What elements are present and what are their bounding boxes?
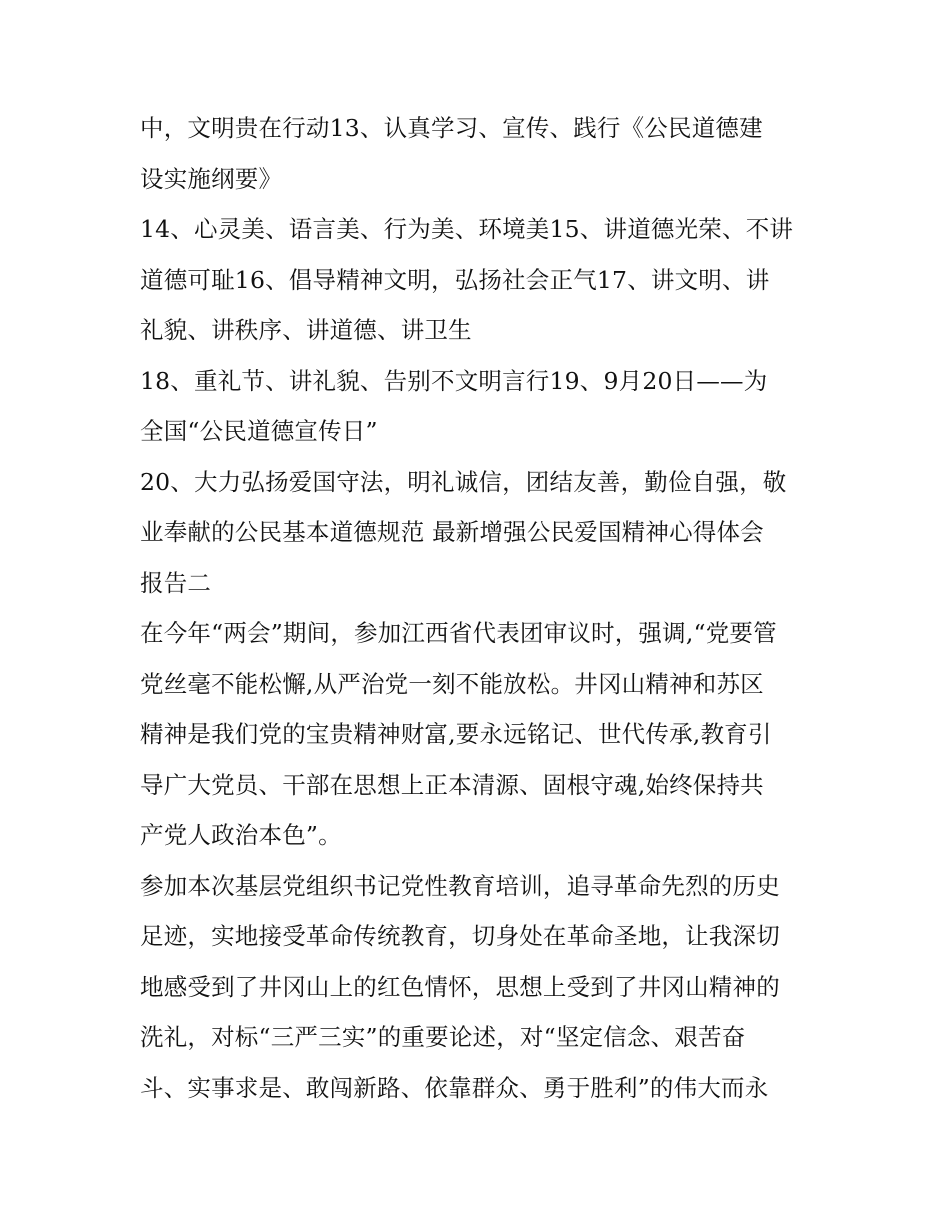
text-line: 精神是我们党的宝贵精神财富,要永远铭记、世代传承,教育引 [140, 720, 772, 748]
document-body [140, 103, 820, 1113]
text-line: 道德可耻16、倡导精神文明，弘扬社会正气17、讲文明、讲 [140, 265, 770, 294]
text-line: 产党人政治本色”。 [140, 821, 342, 849]
text-line: 斗、实事求是、敢闯新路、依靠群众、勇于胜利”的伟大而永 [140, 1073, 769, 1102]
text-line: 设实施纲要》 [140, 164, 283, 193]
text-line: 业奉献的公民基本道德规范 最新增强公民爱国精神心得体会 [140, 518, 764, 546]
text-line: 20、大力弘扬爱国守法，明礼诚信，团结友善，勤俭自强，敬 [140, 467, 787, 496]
text-line: 18、重礼节、讲礼貌、告别不文明言行19、9月20日——为 [140, 366, 768, 395]
text-line: 地感受到了井冈山上的红色情怀，思想上受到了井冈山精神的 [140, 972, 780, 1001]
text-line: 14、心灵美、语言美、行为美、环境美15、讲道德光荣、不讲 [140, 215, 794, 243]
text-line: 报告二 [140, 568, 212, 597]
text-line: 党丝毫不能松懈,从严治党一刻不能放松。井冈山精神和苏区 [140, 669, 764, 698]
text-line: 中，文明贵在行动13、认真学习、宣传、践行《公民道德建 [140, 114, 763, 142]
text-line: 参加本次基层党组织书记党性教育培训，追寻革命先烈的历史 [140, 871, 780, 900]
text-line: 全国“公民道德宣传日” [140, 417, 378, 445]
text-line: 导广大党员、干部在思想上正本清源、固根守魂,始终保持共 [140, 770, 764, 799]
text-line: 礼貌、讲秩序、讲道德、讲卫生 [140, 316, 472, 344]
text-line: 在今年“两会”期间，参加江西省代表团审议时，强调,“党要管 [140, 619, 777, 647]
text-line: 洗礼，对标“三严三实”的重要论述，对“坚定信念、艰苦奋 [140, 1023, 746, 1051]
text-line: 足迹，实地接受革命传统教育，切身处在革命圣地，让我深切 [140, 922, 780, 950]
